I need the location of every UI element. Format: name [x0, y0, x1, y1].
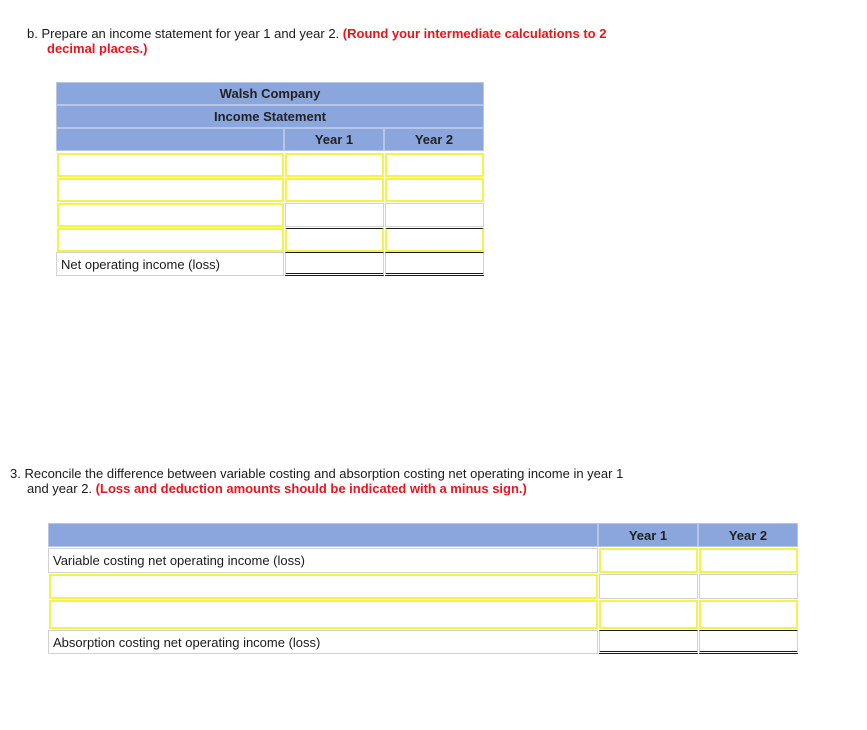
- absorption-costing-label: Absorption costing net operating income (loss): [48, 630, 598, 654]
- reconcile-row2-label-input[interactable]: [49, 600, 598, 629]
- col-header-year1: Year 1: [284, 128, 384, 151]
- col-header-year2: Year 2: [384, 128, 484, 151]
- variable-costing-label: Variable costing net operating income (loss): [48, 548, 598, 573]
- part-b-prefix: b. Prepare an income statement for year 1 and year 2.: [27, 26, 340, 41]
- reconcile-header-blank: [48, 523, 598, 547]
- part-3-line2-prefix: and year 2.: [27, 481, 93, 496]
- row4-label-input[interactable]: [57, 228, 284, 252]
- variable-year1-input[interactable]: [599, 548, 698, 573]
- net-operating-income-label: Net operating income (loss): [56, 252, 284, 276]
- reconcile-col-year1: Year 1: [598, 523, 698, 547]
- row2-year2-input[interactable]: [385, 178, 484, 202]
- part-b-instructions: [27, 26, 667, 56]
- part-3-note: (Loss and deduction amounts should be indicated with a minus sign.): [95, 481, 527, 496]
- row1-year2-input[interactable]: [385, 153, 484, 177]
- row2-year1-input[interactable]: [285, 178, 384, 202]
- variable-year2-input[interactable]: [699, 548, 798, 573]
- row4-year1-input[interactable]: [285, 228, 384, 252]
- row4-year2-input[interactable]: [385, 228, 484, 252]
- row1-year1-input[interactable]: [285, 153, 384, 177]
- reconcile-col-year2: Year 2: [698, 523, 798, 547]
- reconcile-row1-year2-input[interactable]: [699, 574, 798, 599]
- company-name-header: Walsh Company: [56, 82, 484, 105]
- net-operating-income-year1: [285, 252, 384, 276]
- row2-label-input[interactable]: [57, 178, 284, 202]
- reconcile-row1-label-input[interactable]: [49, 574, 598, 599]
- net-operating-income-year2: [385, 252, 484, 276]
- reconcile-row1-year1-input[interactable]: [599, 574, 698, 599]
- part-b-note-line2: decimal places.): [47, 41, 148, 56]
- part-3-instructions: [10, 466, 730, 496]
- reconcile-row2-year2-input[interactable]: [699, 600, 798, 629]
- absorption-year1: [599, 630, 698, 654]
- header-blank: [56, 128, 284, 151]
- reconcile-row2-year1-input[interactable]: [599, 600, 698, 629]
- row3-year2-input[interactable]: [385, 203, 484, 227]
- part-b-note: (Round your intermediate calculations to 2: [342, 26, 607, 41]
- row1-label-input[interactable]: [57, 153, 284, 177]
- absorption-year2: [699, 630, 798, 654]
- part-3-line1: 3. Reconcile the difference between variable costing and absorption costing net operating income in year 1: [10, 466, 624, 481]
- row3-year1-input[interactable]: [285, 203, 384, 227]
- statement-title-header: Income Statement: [56, 105, 484, 128]
- row3-label-input[interactable]: [57, 203, 284, 227]
